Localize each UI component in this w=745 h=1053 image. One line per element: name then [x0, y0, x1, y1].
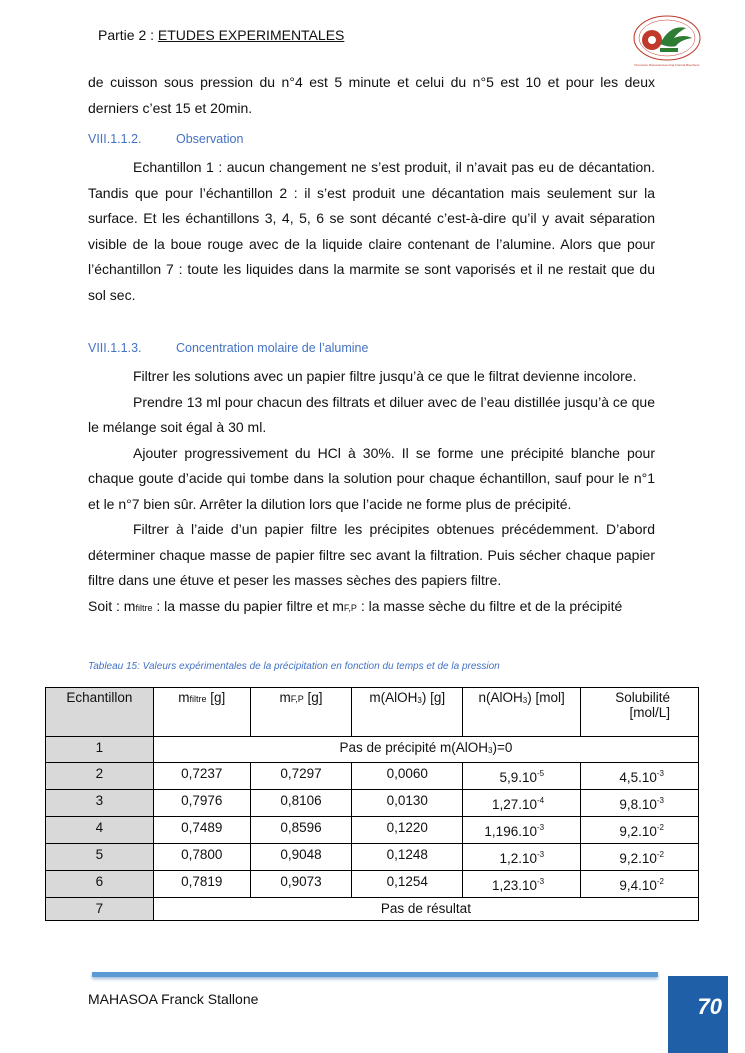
author-name: MAHASOA Franck Stallone: [88, 991, 259, 1007]
cell-id: 7: [46, 898, 154, 921]
cell-id: 5: [46, 844, 154, 871]
table-row: [46, 790, 699, 817]
header-m-filtre: mfiltre [g]: [153, 688, 250, 737]
cell-n-aloh3: $1,27.10^{-4}$: [463, 790, 581, 817]
page-number-box: [668, 976, 728, 1053]
table-row: [46, 871, 699, 898]
section-number: VIII.1.1.2.: [88, 132, 142, 146]
section-title: Concentration molaire de l’alumine: [176, 341, 369, 355]
cell-solubilite: $4,5.10^{-3}$: [581, 763, 699, 790]
table-row: [46, 737, 699, 763]
soit-line: Soit : mfiltre : la masse du papier filtre et mF,P : la masse sèche du filtre et de la précipité: [88, 597, 623, 614]
cell-solubilite: $9,2.10^{-2}$: [581, 817, 699, 844]
cell-solubilite: $9,2.10^{-2}$: [581, 844, 699, 871]
table-header-row: [46, 688, 699, 737]
cell-m-fp: 0,9048: [250, 844, 352, 871]
section-title: Observation: [176, 132, 244, 146]
concentration-body: [88, 364, 655, 621]
cell-n-aloh3: $1,2.10^{-3}$: [463, 844, 581, 871]
table-caption: Tableau 15: Valeurs expérimentales de la précipitation en fonction du temps et de la pression: [88, 661, 500, 672]
section-number: VIII.1.1.3.: [88, 341, 142, 355]
cell-solubilite: $9,8.10^{-3}$: [581, 790, 699, 817]
header-n-aloh3: n(AlOH$_3$) [mol]: [463, 688, 581, 737]
cell-m-filtre: 0,7489: [153, 817, 250, 844]
table-row: [46, 763, 699, 790]
cell-m-aloh3: 0,0130: [352, 790, 463, 817]
cell-n-aloh3: $1,23.10^{-3}$: [463, 871, 581, 898]
paragraph: Filtrer à l’aide d’un papier filtre les précipites obtenues précédemment. D’abord déterminer chaque masse de papier filtre sec avant la filtration. Puis sécher chaque papier filtre dans une étuve et peser les masses sèches des papiers filtre.: [88, 521, 655, 588]
table-row: [46, 844, 699, 871]
cell-n-aloh3: $1,196.10^{-3}$: [463, 817, 581, 844]
logo-caption: Promotion Ramanantsoa Anja Francia Boucherie: [634, 63, 700, 67]
cell-m-aloh3: 0,1220: [352, 817, 463, 844]
cell-m-aloh3: 0,0060: [352, 763, 463, 790]
section-heading-concentration: [88, 341, 368, 355]
cell-id: 1: [46, 737, 154, 763]
header-part-title: ETUDES EXPERIMENTALES: [157, 27, 345, 43]
header-part-prefix: Partie 2 :: [98, 27, 158, 43]
cell-no-precipitate: Pas de précipité m(AlOH$_3$)=0: [153, 737, 698, 763]
paragraph: Prendre 13 ml pour chacun des filtrats et diluer avec de l’eau distillée jusqu’à ce que le mélange soit égal à 30 ml.: [88, 393, 655, 435]
university-logo: [630, 14, 704, 70]
cell-solubilite: $9,4.10^{-2}$: [581, 871, 699, 898]
table-row: [46, 898, 699, 921]
cell-m-aloh3: 0,1254: [352, 871, 463, 898]
table-row: [46, 817, 699, 844]
results-table: [45, 687, 699, 921]
header-m-aloh3: m(AlOH$_3$) [g]: [352, 688, 463, 737]
cell-id: 6: [46, 871, 154, 898]
intro-paragraph: de cuisson sous pression du n°4 est 5 minute et celui du n°5 est 10 et pour les deux derniers c’est 15 et 20min.: [88, 74, 655, 116]
cell-m-filtre: 0,7800: [153, 844, 250, 871]
header-m-fp: mF,P [g]: [250, 688, 352, 737]
cell-no-result: Pas de résultat: [153, 898, 698, 921]
cell-m-filtre: 0,7976: [153, 790, 250, 817]
paragraph: Filtrer les solutions avec un papier filtre jusqu’à ce que le filtrat devienne incolore.: [133, 368, 637, 384]
cell-m-filtre: 0,7237: [153, 763, 250, 790]
cell-m-aloh3: 0,1248: [352, 844, 463, 871]
cell-m-fp: 0,7297: [250, 763, 352, 790]
cell-id: 3: [46, 790, 154, 817]
cell-id: 4: [46, 817, 154, 844]
cell-m-fp: 0,8106: [250, 790, 352, 817]
section-heading-observation: [88, 132, 243, 146]
page-number: 70: [697, 994, 722, 1019]
paragraph: Ajouter progressivement du HCl à 30%. Il se forme une précipité blanche pour chaque goute d’acide qui tombe dans la solution pour chaque échantillon, sauf pour le n°1 et le n°7 bien sûr. Arrêter la dilution lors que l’acide ne forme plus de précipité.: [88, 444, 655, 512]
header-echantillon: Echantillon: [46, 688, 154, 737]
footer-divider: [92, 972, 658, 977]
cell-id: 2: [46, 763, 154, 790]
page-header: [98, 27, 344, 43]
cell-m-filtre: 0,7819: [153, 871, 250, 898]
observation-paragraph: Echantillon 1 : aucun changement ne s’est produit, il n’avait pas eu de décantation. Tandis que pour l’échantillon 2 : il s’est produit une décantation mais seulement sur la surface. Et les échantillons 3, 4, 5, 6 se sont décanté c’est-à-dire qu’il y avait séparation visible de la boue rouge avec de la liquide claire contenant de l’alumine. Alors que pour l’échantillon 7 : toute les liquides dans la marmite se sont vaporisés et il ne restait que du sol sec.: [88, 159, 655, 303]
cell-m-fp: 0,9073: [250, 871, 352, 898]
header-solubilite: Solubilité [mol/L]: [581, 688, 699, 737]
cell-m-fp: 0,8596: [250, 817, 352, 844]
cell-n-aloh3: $5,9.10^{-5}$: [463, 763, 581, 790]
